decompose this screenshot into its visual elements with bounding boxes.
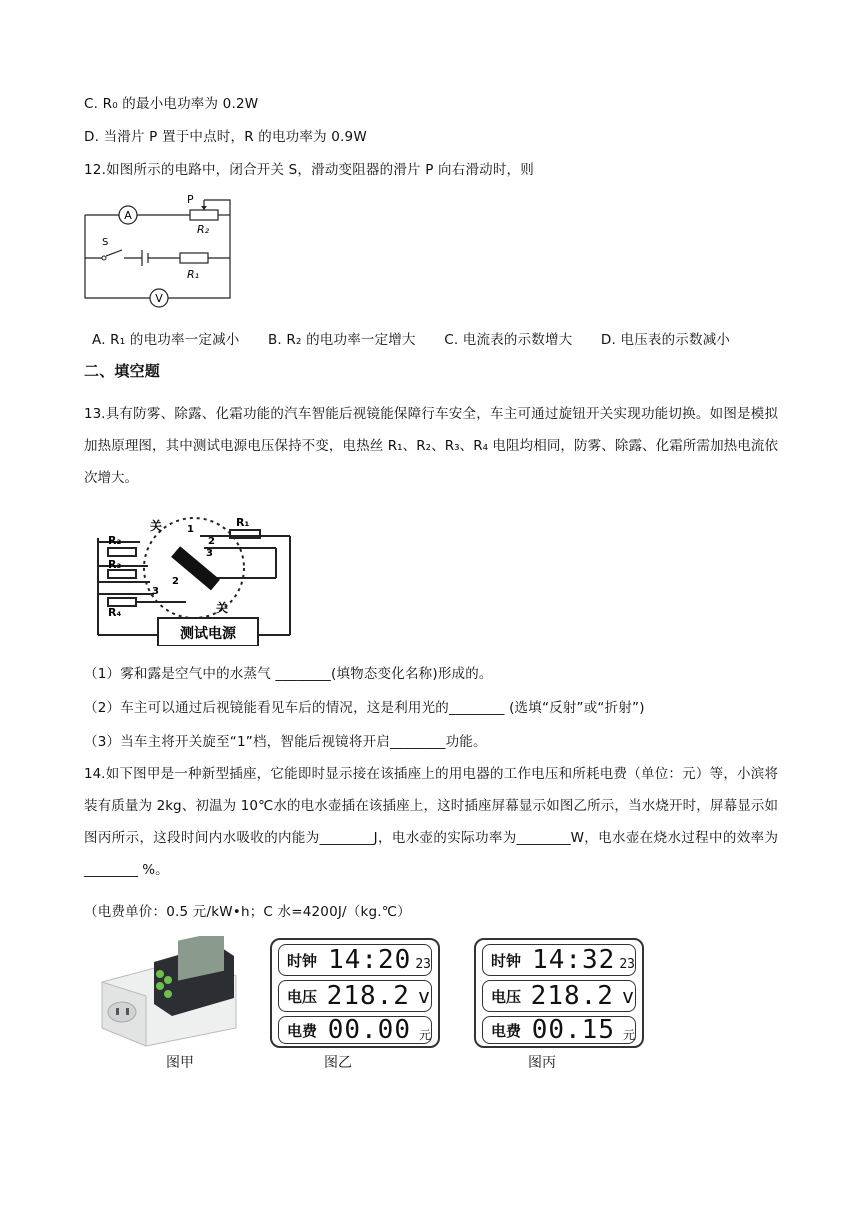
voltage-value: 218.2 xyxy=(530,981,614,1011)
r3-label: R₃ xyxy=(108,558,122,571)
r2-label: R₂ xyxy=(197,223,210,236)
caption-bing: 图丙 xyxy=(528,1055,556,1071)
fee-label: 电费 xyxy=(287,1021,318,1040)
r1-label: R₁ xyxy=(187,268,200,281)
q12-stem: 12.如图所示的电路中，闭合开关 S，滑动变阻器的滑片 P 向右滑动时，则 xyxy=(84,162,534,178)
q12-circuit-diagram xyxy=(80,190,250,308)
clock-seconds: 23 xyxy=(415,956,431,972)
ammeter-label: A xyxy=(124,209,132,222)
q13-stem: 13.具有防雾、除露、化霜功能的汽车智能后视镜能保障行车安全，车主可通过旋钮开关实现功能切换。如图是模拟加热原理图，其中测试电源电压保持不变，电热丝 R₁、R₂、R₃、R₄ 电阻均相同，防雾、除露、化霜所需加热电流依次增大。 xyxy=(84,406,778,486)
fee-unit: 元 xyxy=(622,1027,635,1042)
voltage-unit: v xyxy=(621,984,635,1008)
fee-row xyxy=(278,1016,432,1044)
fee-row xyxy=(482,1016,636,1044)
r2-label: R₂ xyxy=(108,534,122,547)
option-d: D. 当滑片 P 置于中点时，R 的电功率为 0.9W xyxy=(84,129,367,145)
power-supply-label: 测试电源 xyxy=(180,626,236,642)
clock-label: 时钟 xyxy=(287,951,318,970)
clock-row xyxy=(278,944,432,976)
q13-sub1: （1）雾和露是空气中的水蒸气 ________(填物态变化名称)形成的。 xyxy=(84,666,493,682)
voltage-value: 218.2 xyxy=(326,981,410,1011)
pos-2-top: 2 xyxy=(208,536,215,547)
clock-seconds: 23 xyxy=(619,956,635,972)
smart-socket-image xyxy=(96,936,240,1048)
switch-label: S xyxy=(102,237,109,248)
option-c: C. R₀ 的最小电功率为 0.2W xyxy=(84,96,259,112)
q12-option-c: C. 电流表的示数增大 xyxy=(444,332,573,348)
pos-3-top: 3 xyxy=(206,548,213,559)
display-yi xyxy=(270,938,440,1048)
fee-value: 00.00 xyxy=(327,1015,411,1045)
fee-label: 电费 xyxy=(491,1021,522,1040)
clock-value: 14:20 xyxy=(328,945,412,975)
off-label-bottom: 关 xyxy=(216,601,229,615)
q12-option-b: B. R₂ 的电功率一定增大 xyxy=(267,332,416,348)
q13-sub3: （3）当车主将开关旋至“1”档，智能后视镜将开启________功能。 xyxy=(84,734,487,750)
q12-options xyxy=(92,328,754,348)
clock-label: 时钟 xyxy=(491,951,522,970)
q12-option-a: A. R₁ 的电功率一定减小 xyxy=(92,332,240,348)
voltage-row xyxy=(278,980,432,1012)
display-bing xyxy=(474,938,644,1048)
pos-2-left: 2 xyxy=(172,576,179,587)
q13-sub2: （2）车主可以通过后视镜能看见车后的情况，这是利用光的________ (选填“反射”或“折射”) xyxy=(84,700,645,716)
r1-label: R₁ xyxy=(236,516,250,529)
q14-note: （电费单价：0.5 元/kW•h；C 水=4200J/（kg.℃） xyxy=(84,904,411,920)
pos-1: 1 xyxy=(187,524,194,535)
q13-heater-diagram xyxy=(94,508,306,646)
voltage-label: 电压 xyxy=(287,987,318,1006)
section-heading: 二、填空题 xyxy=(84,362,161,380)
off-label-top: 关 xyxy=(150,519,163,533)
voltage-label: 电压 xyxy=(491,987,522,1006)
fee-value: 00.15 xyxy=(531,1015,615,1045)
voltmeter-label: V xyxy=(155,292,163,305)
voltage-unit: v xyxy=(417,984,431,1008)
fee-unit: 元 xyxy=(418,1027,431,1042)
clock-row xyxy=(482,944,636,976)
clock-value: 14:32 xyxy=(532,945,616,975)
r4-label: R₄ xyxy=(108,606,122,619)
pos-3-left: 3 xyxy=(152,586,159,597)
caption-jia: 图甲 xyxy=(166,1055,194,1071)
caption-yi: 图乙 xyxy=(324,1055,352,1071)
q12-option-d: D. 电压表的示数减小 xyxy=(600,332,731,348)
voltage-row xyxy=(482,980,636,1012)
q14-stem: 14.如下图甲是一种新型插座，它能即时显示接在该插座上的用电器的工作电压和所耗电费（单位：元）等，小滨将装有质量为 2kg、初温为 10℃水的电水壶插在该插座上，这时插座屏幕显示如图乙所示，当水烧开时，屏幕显示如图丙所示，这段时间内水吸收的内能为________J，电水壶的实际功率为________W，电水壶在烧水过程中的效率为________ %。 xyxy=(84,766,778,878)
slider-label: P xyxy=(187,193,194,206)
